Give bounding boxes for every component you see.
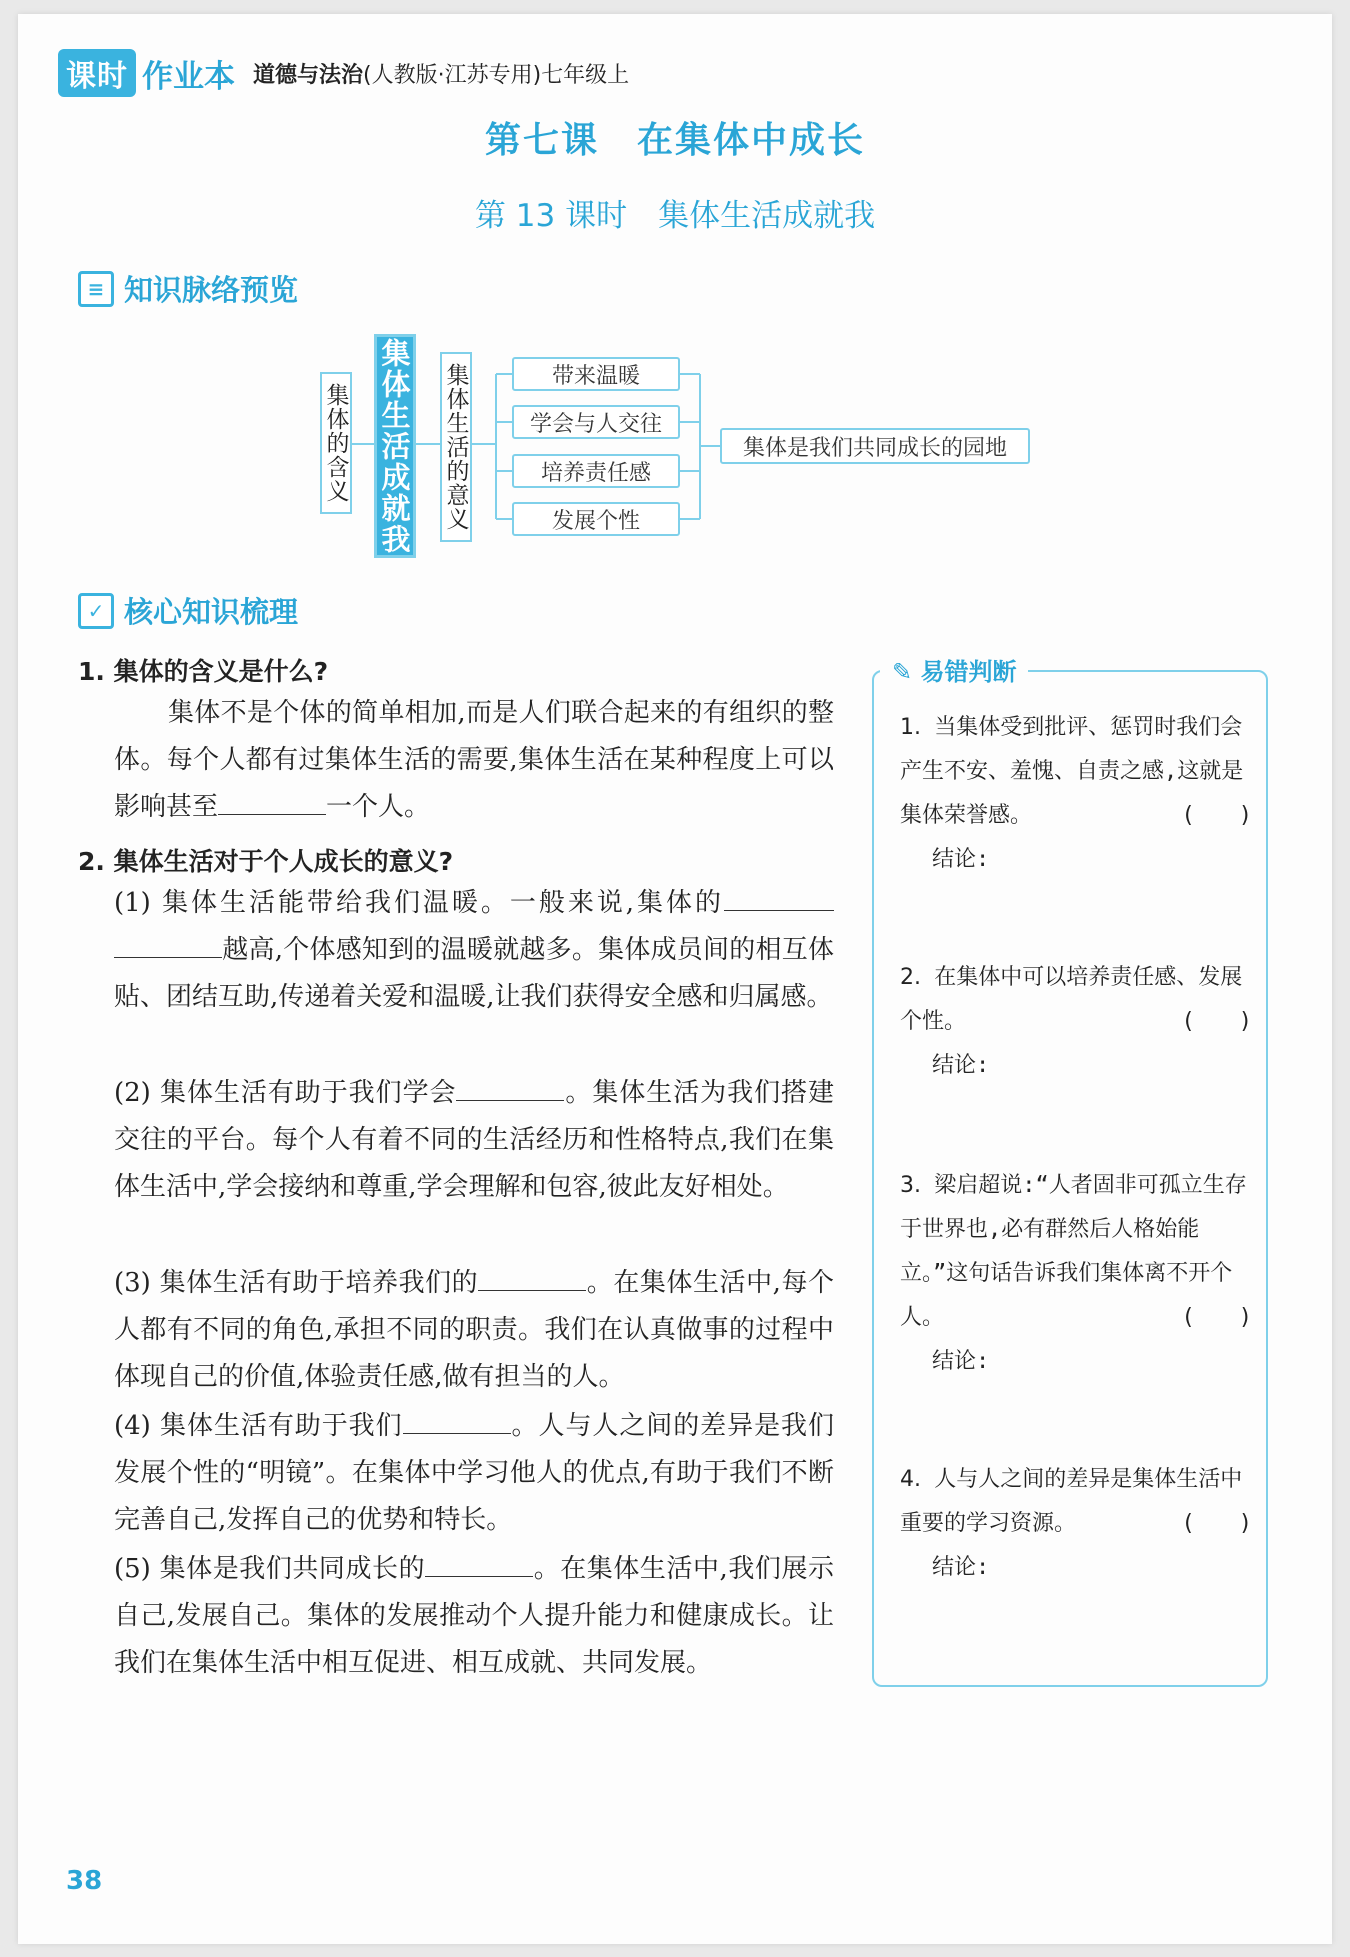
- mindmap-meaning-box: 集体的含义: [320, 372, 352, 514]
- checkmark-icon: ✓: [78, 593, 114, 629]
- judgment-item-1-text: 当集体受到批评、惩罚时我们会产生不安、羞愧、自责之感,这就是集体荣誉感。: [900, 715, 1244, 828]
- q2-item-2-blank[interactable]: [456, 1072, 564, 1101]
- judgment-item-2: [900, 956, 1252, 1088]
- q2-item-4-text-a: (4) 集体生活有助于我们: [114, 1411, 403, 1441]
- q2-item-3-text-a: (3) 集体生活有助于培养我们的: [114, 1268, 479, 1298]
- judgment-item-3-text: 梁启超说:“人者固非可孤立生存于世界也,必有群然后人格始能立。”这句话告诉我们集体离不开个人。: [900, 1173, 1247, 1330]
- question-2-title: 2. 集体生活对于个人成长的意义?: [78, 847, 454, 876]
- q2-item-5-text-a: (5) 集体是我们共同成长的: [114, 1554, 426, 1584]
- judgment-item-1-answer-slot[interactable]: ( ): [1181, 803, 1252, 828]
- judgment-item-1: [900, 706, 1252, 882]
- judgment-item-1-number: 1.: [900, 715, 921, 740]
- section-core-heading: [78, 590, 298, 631]
- layers-icon: ≡: [78, 271, 114, 307]
- page-number: 38: [66, 1866, 103, 1896]
- judgment-item-2-conclusion: 结论:: [932, 1053, 990, 1078]
- judgment-item-4: [900, 1458, 1252, 1590]
- q2-item-2: [114, 1070, 834, 1211]
- mindmap-branch-warmth: 带来温暖: [512, 357, 680, 391]
- judgment-item-4-conclusion: 结论:: [932, 1555, 990, 1580]
- question-1-title: 1. 集体的含义是什么?: [78, 657, 329, 686]
- judgment-item-2-text: 在集体中可以培养责任感、发展个性。: [900, 965, 1243, 1034]
- subject-edition: (人教版·江苏专用)七年级上: [363, 62, 630, 88]
- error-judgment-title: [880, 652, 1028, 687]
- q2-item-3-blank[interactable]: [478, 1262, 586, 1291]
- judgment-item-4-number: 4.: [900, 1467, 921, 1492]
- q2-item-3-text-b: 。在集体生活中,每个人都有不同的角色,承担不同的职责。我们在认真做事的过程中体现自己的价值,体验责任感,做有担当的人。: [114, 1268, 834, 1392]
- judgment-item-3: [900, 1164, 1252, 1384]
- mindmap-branch-interaction: 学会与人交往: [512, 405, 680, 439]
- judgment-item-3-number: 3.: [900, 1173, 921, 1198]
- q1-text-a: 集体不是个体的简单相加,而是人们联合起来的有组织的整体。每个人都有过集体生活的需要,集体生活在某种程度上可以影响甚至: [114, 698, 834, 822]
- mindmap-result-box: 集体是我们共同成长的园地: [720, 428, 1030, 464]
- subject-name: 道德与法治: [253, 62, 364, 88]
- judgment-item-2-number: 2.: [900, 965, 921, 990]
- judgment-item-3-answer-slot[interactable]: ( ): [1181, 1305, 1252, 1330]
- q2-item-4: [114, 1403, 834, 1544]
- q2-item-2-text-b: 。集体生活为我们搭建交往的平台。每个人有着不同的生活经历和性格特点,我们在集体生活中,学会接纳和尊重,学会理解和包容,彼此友好相处。: [114, 1078, 834, 1202]
- q2-item-4-blank[interactable]: [403, 1405, 511, 1434]
- mindmap-branch-responsibility: 培养责任感: [512, 454, 680, 488]
- period-title: 第 13 课时 集体生活成就我: [474, 198, 876, 234]
- error-judgment-title-text: 易错判断: [920, 658, 1017, 686]
- judgment-item-4-text: 人与人之间的差异是集体生活中重要的学习资源。: [900, 1467, 1243, 1536]
- q1-text-b: 一个人。: [326, 792, 431, 822]
- brand-name: 作业本: [142, 58, 235, 95]
- q2-item-3: [114, 1260, 834, 1401]
- judgment-item-2-answer-slot[interactable]: ( ): [1181, 1009, 1252, 1034]
- lesson-title: 第七课 在集体中成长: [484, 120, 865, 161]
- brand-logo: 课时: [58, 49, 136, 97]
- judgment-item-1-conclusion: 结论:: [932, 847, 990, 872]
- q2-item-1-blank-b[interactable]: [114, 929, 222, 958]
- section-core-title: 核心知识梳理: [124, 595, 299, 629]
- judgment-item-3-conclusion: 结论:: [932, 1349, 990, 1374]
- q2-item-5-text-b: 。在集体生活中,我们展示自己,发展自己。集体的发展推动个人提升能力和健康成长。让我们在集体生活中相互促进、相互成就、共同发展。: [114, 1554, 834, 1678]
- section-preview-title: 知识脉络预览: [124, 273, 299, 307]
- q2-item-1-text-b: 越高,个体感知到的温暖就越多。集体成员间的相互体贴、团结互助,传递着关爱和温暖,让我们获得安全感和归属感。: [114, 935, 834, 1012]
- q2-item-1-blank-a[interactable]: [724, 882, 834, 911]
- pencil-icon: ✎: [892, 658, 913, 686]
- mindmap-significance-box: 集体生活的意义: [440, 352, 472, 542]
- q2-item-1-text-a: (1) 集体生活能带给我们温暖。一般来说,集体的: [114, 888, 724, 918]
- judgment-item-4-answer-slot[interactable]: ( ): [1181, 1511, 1252, 1536]
- question-1-answer: [114, 690, 834, 831]
- q2-item-4-text-b: 。人与人之间的差异是我们发展个性的“明镜”。在集体中学习他人的优点,有助于我们不断完善自己,发挥自己的优势和特长。: [114, 1411, 834, 1535]
- q2-item-5-blank[interactable]: [425, 1548, 533, 1577]
- q2-item-1: [114, 880, 834, 1021]
- mindmap-branch-personality: 发展个性: [512, 502, 680, 536]
- q2-item-5: [114, 1546, 834, 1687]
- q1-blank[interactable]: [218, 786, 326, 815]
- mindmap-center-box: 集体生活成就我: [374, 334, 416, 558]
- q2-item-2-text-a: (2) 集体生活有助于我们学会: [114, 1078, 457, 1108]
